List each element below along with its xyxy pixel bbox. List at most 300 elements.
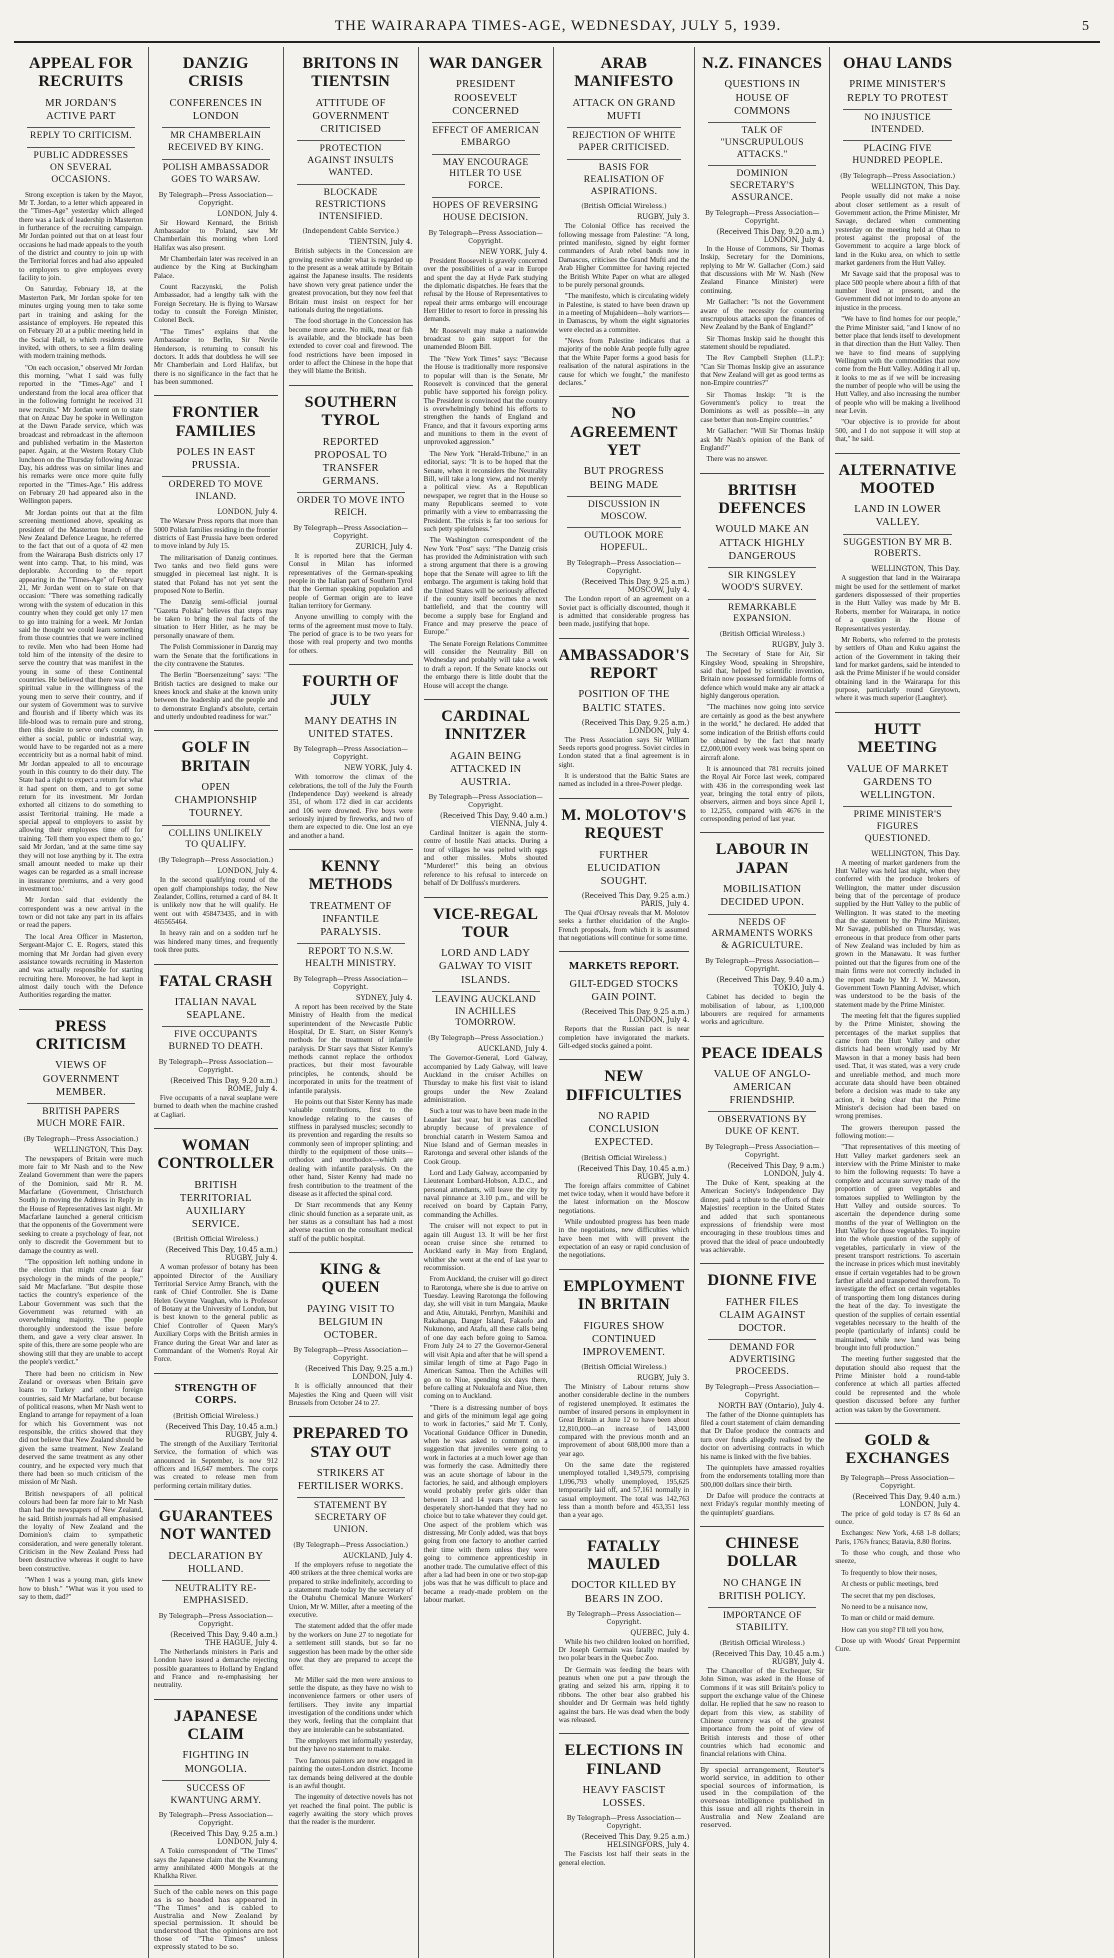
article-subheading: NO RAPID CONCLUSION EXPECTED. xyxy=(588,1111,660,1149)
article-subheading: NO CHANGE IN BRITISH POLICY. xyxy=(718,1577,806,1602)
article-paragraph: "The manifesto, which is circulating widely in Palestine, is stated to have been drawn up in a meeting of Mujahideen—holy warriors—in Damascus, by whom the eight signatories were elected as a committee. xyxy=(558,292,690,334)
article-subheading: MAY ENCOURAGE HITLER TO USE FORCE. xyxy=(432,154,540,194)
article-credit: By Telegraph—Press Association—Copyright. xyxy=(158,1611,273,1628)
article-dateline: SYDNEY, July 4. xyxy=(355,993,413,1002)
article-headline: FATALLY MAULED xyxy=(587,1537,661,1574)
article-paragraph: Sir Thomas Inskip: "It is the Government's policy to treat the Dominions as well as possible—in any case better than non-Empire countries." xyxy=(700,390,825,424)
article-dateline: LONDON, July 4. xyxy=(217,867,278,876)
article-paragraph: Anyone unwilling to comply with the terms of the agreement must move to Italy. The period of grace is to be two years for those with real property and two months for others. xyxy=(288,613,413,655)
article-headline: NO AGREEMENT YET xyxy=(570,405,678,460)
article-subheading: AGAIN BEING ATTACKED IN AUSTRIA. xyxy=(449,750,522,788)
column-7 xyxy=(830,47,965,1958)
article xyxy=(559,1530,690,1735)
article-dateline: (Received This Day, 9.25 a.m.) MOSCOW, July 4. xyxy=(581,578,690,595)
article xyxy=(559,1734,690,1876)
article-credit: (By Telegraph—Press Association.) xyxy=(428,1034,544,1043)
article-dateline: (Received This Day, 9.25 a.m.) LONDON, July 4. xyxy=(305,1365,413,1382)
article xyxy=(835,713,960,1424)
article-dateline: LONDON, July 4. xyxy=(217,508,278,517)
article-subheading: OUTLOOK MORE HOPEFUL. xyxy=(567,527,682,555)
article-dateline: WELLINGTON, This Day. xyxy=(871,183,961,192)
article-subheading: IMPORTANCE OF STABILITY. xyxy=(708,1607,816,1635)
article-subheading: DECLARATION BY HOLLAND. xyxy=(168,1550,264,1575)
article-paragraph: Dr Starr recommends that any Kenny clinic should function as a separate unit, as her status as a consultant has had a most adverse reaction on the consultant medical staff of the public hospital. xyxy=(288,1201,413,1243)
article-subheading: TALK OF "UNSCRUPULOUS ATTACKS." xyxy=(708,122,816,162)
article-paragraph: A meeting of market gardeners from the Hutt Valley was held last night, when they conferred with the produce brokers of Wellington, the matter under discussion being that of the percentage of produce supplied by the Hutt Valley to the public of Wellington. It was stated to the meeting that the statement by the Prime Minister, Mr Savage, published on Thursday, was erroneous in that produce from other parts of New Zealand was included by him as grown in the Manawatu. It was further pointed out that the figures from one of the main firms were not correctly included in the report made by Mr J. W. Mawson, Government Town Planning Adviser, which was understood to be the basis of the statement made by the Prime Minister. xyxy=(835,858,961,1009)
article-headline: NEW DIFFICULTIES xyxy=(565,1068,682,1104)
article-dateline: (Received This Day, 9.25 a.m.) LONDON, July 4. xyxy=(581,718,690,735)
article xyxy=(559,799,690,953)
article-subheading: PRIME MINISTER'S REPLY TO PROTEST xyxy=(847,79,949,104)
article-subheading: MOBILISATION DECIDED UPON. xyxy=(720,884,805,909)
article-subheading: NEUTRALITY RE-EMPHASISED. xyxy=(162,1580,270,1608)
article-credit: (By Telegraph—Press Association.) xyxy=(158,856,274,865)
article-paragraph: Mr Jordan said that evidently the correspondent was a new arrival in the town or did not take any part in its affairs or read the papers. xyxy=(19,896,143,930)
article-paragraph: The Warsaw Press reports that more than 5000 Polish families residing in the frontier districts of East Prussia have been ordered to move inland by July 15. xyxy=(153,517,278,551)
column-4 xyxy=(419,47,554,1958)
article-paragraph: The militarisation of Danzig continues. Two tanks and two field guns were smuggled in piecemeal last night. It is stated that Poland has not yet sent the proposed Note to Berlin. xyxy=(153,553,278,596)
article-credit: (By Telegraph—Press Association.) xyxy=(23,1134,139,1143)
article-headline: CARDINAL INNITZER xyxy=(441,707,530,744)
article-headline: HUTT MEETING xyxy=(857,720,938,757)
article-credit: By Telegraph—Press Association—Copyright. xyxy=(158,190,273,207)
article-credit: By Telegraph—Press Association—Copyright. xyxy=(428,793,543,810)
article xyxy=(424,47,548,700)
article-dateline: WELLINGTON, This Day. xyxy=(871,565,961,574)
article-subheading: FIVE OCCUPANTS BURNED TO DEATH. xyxy=(162,1026,270,1054)
article-headline: M. MOLOTOV'S REQUEST xyxy=(561,806,687,843)
article-credit: (British Official Wireless.) xyxy=(581,1362,667,1371)
article xyxy=(835,454,960,713)
article-headline: LABOUR IN JAPAN xyxy=(715,841,809,877)
article-paragraph: The Netherlands ministers in Paris and London have issued a demarche rejecting possible guarantees to Holland by England and France and re-emphasising her neutrality. xyxy=(153,1647,278,1690)
article-subheading: ORDERED TO MOVE INLAND. xyxy=(162,476,270,504)
article-subheading: REJECTION OF WHITE PAPER CRITICISED. xyxy=(567,127,682,155)
article-headline: DANZIG CRISIS xyxy=(182,55,249,91)
column-6 xyxy=(695,47,830,1958)
article-paragraph: To frequently to blow their noses, xyxy=(841,1568,937,1577)
article-paragraph: The Polish Commissioner in Danzig may warn the Senate that the fortifications in the city contravene the Statutes. xyxy=(153,643,278,668)
article-subheading: POLES IN EAST PRUSSIA. xyxy=(176,447,256,472)
article-paragraph: "We have to find homes for our people," the Prime Minister said, "and I know of no better place that lends itself to development in that direction than the Hutt Valley. Then we have to find means of supplying Wellington with the commodities that now come from the Hutt Valley. Adding it all up, it looks to me as if we will be increasing the number of people who will be using the Hutt Valley, and also increasing the number of people who will be making a livelihood near Levin. xyxy=(835,315,961,416)
article-subheading: REPORT TO N.S.W. HEALTH MINISTRY. xyxy=(297,943,405,971)
article-subheading: SUCCESS OF KWANTUNG ARMY. xyxy=(162,1780,270,1808)
article-paragraph: The Washington correspondent of the New York "Post" says: "The Danzig crisis has provided the Administration with such a strong argument that there is a growing hope that the Senate will agree to lift the embargo. The argument is taking hold that the United States will be seriously affected if the country itself becomes the next battlefield, and that the country will become a supply base for England and France and may preserve the peace of Europe." xyxy=(423,536,548,637)
column-3 xyxy=(284,47,419,1958)
article-credit: By Telegraph—Press Association—Copyright. xyxy=(428,228,543,245)
article-headline: WAR DANGER xyxy=(428,55,543,72)
article xyxy=(700,833,824,1036)
article-paragraph: It is reported here that the German Consul in Milan has informed representatives of the German-speaking people in the Italian part of Southern Tyrol that the German speaking population and people of German origin are to leave Italian territory for Germany. xyxy=(288,551,413,610)
article-subheading: MR CHAMBERLAIN RECEIVED BY KING. xyxy=(162,127,270,155)
article xyxy=(289,47,413,386)
article-paragraph: The Colonial Office has received the following message from Palestine: "A long, printed manifesto, signed by eight former commanders of Arab rebel bands now in Damascus, criticises the Grand Mufti and the Arab Higher Committee for having rejected the British White Paper on what are alleged to be purely personal grounds. xyxy=(558,222,690,289)
article-subheading: PROTECTION AGAINST INSULTS WANTED. xyxy=(297,140,405,180)
article-headline: EMPLOYMENT IN BRITAIN xyxy=(563,1277,685,1314)
article-paragraph: While undoubted progress has been made in the negotiations, new difficulties which have been met with will prevent the expectation of an easy or rapid conclusion of the negotiations. xyxy=(558,1217,690,1260)
article xyxy=(154,731,278,964)
article-paragraph: The price of gold today is £7 8s 6d an ounce. xyxy=(835,1509,961,1527)
article-dateline: AUCKLAND, July 4. xyxy=(477,1045,548,1054)
article-paragraph: Reports that the Russian pact is near completion have invigorated the markets. Gilt-edged stocks gained a point. xyxy=(558,1025,690,1050)
article-paragraph: The Danzig semi-official journal "Gazetta Polska" believes that steps may be taken to bring the real facts of the situation to Herr Hitler, as he may be personally unaware of them. xyxy=(153,598,278,640)
article xyxy=(559,47,690,397)
article-subheading: SUGGESTION BY MR B. ROBERTS. xyxy=(843,534,952,562)
article xyxy=(700,474,824,834)
article-subheading: ATTITUDE OF GOVERNMENT CRITICISED xyxy=(312,97,389,136)
article-subheading: FIGURES SHOW CONTINUED IMPROVEMENT. xyxy=(582,1320,666,1358)
article-headline: WOMAN CONTROLLER xyxy=(157,1137,275,1173)
article-subheading: FATHER FILES CLAIM AGAINST DOCTOR. xyxy=(719,1296,806,1334)
article xyxy=(154,1129,278,1374)
article-credit: (British Official Wireless.) xyxy=(719,630,805,639)
article-dateline: (Received This Day, 9.20 a.m.) ROME, July 4. xyxy=(170,1076,278,1093)
article-credit: (British Official Wireless.) xyxy=(173,1235,259,1244)
article-dateline: (Received This Day, 9.20 a.m.) LONDON, July 4. xyxy=(716,228,825,245)
article-subheading: FIGHTING IN MONGOLIA. xyxy=(182,1750,250,1775)
article-subheading: ORDER TO MOVE INTO REICH. xyxy=(297,492,405,520)
article-subheading: ITALIAN NAVAL SEAPLANE. xyxy=(174,996,257,1022)
article-dateline: (Received This Day, 9.25 a.m.) LONDON, July 4. xyxy=(170,1830,278,1847)
article-dateline: WELLINGTON, This Day. xyxy=(54,1145,143,1154)
article-subheading: BUT PROGRESS BEING MADE xyxy=(583,466,665,491)
article-headline: SOUTHERN TYROL xyxy=(304,393,397,430)
article-dateline: RUGBY, July 3. xyxy=(771,641,825,650)
article-headline: JAPANESE CLAIM xyxy=(173,1707,258,1744)
article-paragraph: People usually did not make a noise about closer settlement as a result of Government action, the Prime Minister, Mr Savage, declared when commenting yesterday on the meeting held at Ohau to protest against the proposal of the Government to acquire a large block of land in the Kuku area, on which to settle market gardeners from the Hutt Valley. xyxy=(835,192,961,268)
article-dateline: (Received This Day, 9.40 a.m.) VIENNA, July 4. xyxy=(440,812,548,829)
article-subheading: POSITION OF THE BALTIC STATES. xyxy=(578,689,670,714)
article-dateline: (Received This Day, 9.40 a.m.) LONDON, July 4. xyxy=(852,1492,961,1509)
article-paragraph: There had been no criticism in New Zealand or overseas when Britain gave loans to Turkey and other foreign countries, said Mr Macfarlane, but because of political reasons, when Mr Nash went to England to arrange for repayment of a loan for which his Government was not responsible, the critics showed that they did not believe that New Zealand should be given the same treatment. New Zealand deserved the same treatment as any other country, and he expected very much that there had been so much criticism of the mission of Mr Nash. xyxy=(19,1369,143,1487)
article-paragraph: The Ministry of Labour returns show another considerable decline in the numbers of registered unemployed. It estimates the number of insured persons in employment in Great Britain at June 12 to have been about 12,810,000—an increase of 143,000 compared with the previous month and an improvement of about 608,000 more than a year ago. xyxy=(558,1382,690,1458)
article-subheading: PRIME MINISTER'S FIGURES QUESTIONED. xyxy=(843,806,952,846)
article-headline: ELECTIONS IN FINLAND xyxy=(564,1742,684,1778)
article-dateline: NORTH BAY (Ontario), July 4. xyxy=(718,1401,825,1410)
article-subheading: REPLY TO CRITICISM. xyxy=(27,127,135,143)
article-paragraph: On the same date the registered unemployed totalled 1,349,579, comprising 1,096,793 wholly unemployed, 195,625 temporarily laid off, and 57,161 normally in casual employment. The total was 142,763 less than a month before and 453,351 less than a year ago. xyxy=(558,1461,690,1520)
article xyxy=(289,1253,413,1417)
article-subheading: HOPES OF REVERSING HOUSE DECISION. xyxy=(432,197,540,225)
article-headline: PRESS CRITICISM xyxy=(35,1017,127,1054)
article xyxy=(700,1527,824,1836)
article-paragraph: Sir Howard Kennard, the British Ambassador to Poland, saw Mr Chamberlain this morning when Lord Halifax was also present. xyxy=(153,218,278,252)
article-subheading: BRITISH TERRITORIAL AUXILIARY SERVICE. xyxy=(179,1179,252,1231)
article-paragraph: The Duke of Kent, speaking at the American Society's Independence Day dinner, paid a tribute to the efforts of their Majesties' reception in the United States and added that such spontaneous expressions of friendship were most encouraging in these troublous times and proved that the ideal of peace undoubtedly was achievable. xyxy=(700,1179,825,1254)
article-paragraph: A woman professor of botany has been appointed Director of the Auxiliary Territorial Service Army Branch, with the rank of Chief Controller. She is Dame Helen Gwynne Vaughan, who is Professor of Botany at the University of London, but is best known to the general public as Chief Controller of Queen Mary's Auxiliary Corps with the British armies in France during the Great War and later as Commandant of the Women's Royal Air Force. xyxy=(153,1263,278,1364)
article-paragraph: The Senate Foreign Relations Committee will consider the Neutrality Bill on Wednesday and probably will take a week to draft a report. If the Senate knocks out the embargo there is little doubt that the House will accept the change. xyxy=(423,639,548,690)
column-5 xyxy=(554,47,696,1958)
article-subheading: DEMAND FOR ADVERTISING PROCEEDS. xyxy=(708,1339,816,1379)
article-subheading: QUESTIONS IN HOUSE OF COMMONS xyxy=(724,79,801,117)
article xyxy=(700,47,824,474)
article-paragraph: The Rev Campbell Stephen (I.L.P.): "Can Sir Thomas Inskip give an assurance that New Zealand will get as good terms as non-Empire countries?" xyxy=(700,354,825,388)
article-headline: KING & QUEEN xyxy=(319,1261,382,1297)
article-headline: AMBASSADOR'S REPORT xyxy=(558,646,690,682)
article-subheading: WOULD MAKE AN ATTACK HIGHLY DANGEROUS xyxy=(715,524,810,562)
article xyxy=(289,850,413,1253)
article-credit: By Telegraph—Press Association—Copyright. xyxy=(293,1346,408,1363)
article-headline: ARAB MANIFESTO xyxy=(574,55,674,91)
article-paragraph: How can you stop? I'll tell you how, xyxy=(841,1625,944,1634)
article-subheading: OBSERVATIONS BY DUKE OF KENT. xyxy=(708,1111,816,1139)
article-paragraph: In the second qualifying round of the open golf championships today, the New Zealander, Collins, returned a card of 84. It is unlikely now that he will qualify. He went out with 458473435, and in with 465565464. xyxy=(153,876,278,927)
article-subheading: VALUE OF ANGLO-AMERICAN FRIENDSHIP. xyxy=(713,1068,811,1107)
article xyxy=(559,952,690,1060)
article-paragraph: The employers met informally yesterday, but they have no statement to make. xyxy=(288,1737,413,1754)
article xyxy=(19,1010,143,1611)
article-paragraph: The foreign affairs committee of Cabinet met twice today, when it would have before it the latest information on the Moscow negotiations. xyxy=(558,1181,690,1215)
article-paragraph: The Quai d'Orsay reveals that M. Molotov seeks a further elucidation of the Anglo-French proposals, from which it is assumed that negotiations will continue for some time. xyxy=(558,908,690,943)
article-paragraph: President Roosevelt is gravely concerned over the possibilities of a war in Europe and spent the day at Hyde Park studying the diplomatic dispatches. He fears that the refusal by the House of Representatives to repeal their arms embargo will encourage Herr Hitler to resort to force in pressing his demands. xyxy=(423,256,548,324)
article-paragraph: A Tokio correspondent of "The Times" says the Japanese claim that the Kwantung army annihilated 4000 Mongols at the Khalkha River. xyxy=(153,1847,278,1881)
article-subheading: EFFECT OF AMERICAN EMBARGO xyxy=(432,122,540,150)
article-subheading: PLACING FIVE HUNDRED PEOPLE. xyxy=(843,140,952,168)
article-headline: BRITISH DEFENCES xyxy=(718,481,807,518)
article-subheading: FURTHER ELUCIDATION SOUGHT. xyxy=(587,849,661,887)
article-paragraph: The food shortage in the Concession has become more acute. No milk, meat or fish is available, and the blockade has been extended to cover coal and firewood. The food restrictions have been imposed in order to affect the Chinese in the hope that they will blame the British. xyxy=(288,317,413,376)
article-headline: VICE-REGAL TOUR xyxy=(433,905,539,941)
article xyxy=(154,1700,278,1958)
article-paragraph: Cardinal Innitzer is again the storm-centre of hostile Nazi attacks. During a tour of villages he was pelted with eggs and other missiles. Mobs shouted "Murderer!" this being an obvious reference to his refusal to intercede on behalf of Dr Dollfuss's murderers. xyxy=(423,829,548,888)
article xyxy=(700,1037,824,1265)
article-dateline: (Received This Day, 9.40 a.m.) THE HAGUE, July 4. xyxy=(170,1630,278,1647)
article-paragraph: It is announced that 781 recruits joined the Royal Air Force last week, compared with 436 in the corresponding week last year, bringing the total entry of pilots, observers, airmen and boys since April 1, to 12,255, compared with 4676 in the corresponding period of last year. xyxy=(700,764,825,824)
article-subheading: PUBLIC ADDRESSES ON SEVERAL OCCASIONS. xyxy=(27,147,135,187)
article-subheading: STRIKERS AT FERTILISER WORKS. xyxy=(297,1468,404,1493)
article-dateline: LONDON, July 4. xyxy=(217,209,278,218)
article-paragraph: On Saturday, February 18, at the Masterton Park, Mr Jordan spoke for ten minutes urging young men to take some part in training and asking for the assistance of employers. He repeated this on February 20 at a public meeting held in the Social Hall, to which residents were invited, with others, to see a film dealing with modern training methods. xyxy=(19,285,143,361)
article-paragraph: Five occupants of a naval seaplane were burned to death when the machine crashed at Cagliari. xyxy=(153,1093,278,1119)
article-headline: KENNY METHODS xyxy=(308,858,393,894)
article-dateline: (Received This Day, 9.25 a.m.) HELSINGFORS, July 4. xyxy=(581,1833,690,1850)
article-credit: (British Official Wireless.) xyxy=(581,1153,667,1162)
article-dateline: NEW YORK, July 4. xyxy=(344,764,413,773)
article-paragraph: The Governor-General, Lord Galway, accompanied by Lady Galway, will leave Auckland in the cruiser Achilles on Thursday to make his first visit to island groups under the New Zealand administration. xyxy=(423,1054,548,1105)
article-headline: PEACE IDEALS xyxy=(701,1044,823,1062)
article-paragraph: The statement added that the offer made by the workers on June 27 to negotiate for a settlement still stands, but so far no suggestion has been made by the other side now that they are prepared to accept the offer. xyxy=(288,1622,413,1673)
article-paragraph: It is understood that the Baltic States are named as included in a three-Power pledge. xyxy=(558,772,690,789)
article-headline: FATAL CRASH xyxy=(159,972,273,990)
article-paragraph: The newspapers of Britain were much more fair to Mr Nash and to the New Zealand Government than were the papers of the Dominion, said Mr R. M. Macfarlane (Government, Christchurch South) in moving the Address in Reply in the House of Representatives last night. Mr Macfarlane launched a general criticism that the opponents of the Government were seeking to create a psychology of fear, not only to discredit the Government but to damage the country as well. xyxy=(19,1154,143,1255)
article-paragraph: The New York "Herald-Tribune," in an editorial, says: "It is to be hoped that the Senate, when it reconsiders the Neutrality Bill, will take a long view, and not merely a political view. As a Republican newspaper, we regret that in the House so many Republicans seemed to vote primarily with a view to embarrassing the President. The crisis is far too serious for such petty spitefulness." xyxy=(423,449,548,534)
article-paragraph: In the House of Commons, Sir Thomas Inskip, Secretary for the Dominions, replying to Mr W. Gallacher (Com.) said that discussions with Mr W. Nash (New Zealand Finance Minister) were continuing. xyxy=(700,245,825,295)
article-headline: GUARANTEES NOT WANTED xyxy=(158,1508,273,1544)
column-2 xyxy=(149,47,284,1958)
article-paragraph: The local Area Officer in Masterton, Sergeant-Major C. E. Rogers, stated this morning that Mr Jordan had given every assistance towards recruiting in Masterton and was actually responsible for starting recruiting here. Moreover, he had kept in almost daily touch with the Defence Authorities regarding the matter. xyxy=(19,932,143,1000)
article xyxy=(835,1424,960,1663)
article-paragraph: Mr Roosevelt may make a nationwide broadcast to gain support for the unamended Bloom Bill. xyxy=(423,326,548,352)
article-subheading: LEAVING AUCKLAND IN ACHILLES TOMORROW. xyxy=(432,991,540,1031)
article-credit: By Telegraph—Press Association—Copyright. xyxy=(158,1057,273,1074)
article xyxy=(424,700,548,898)
article-paragraph: The London report of an agreement on a Soviet pact is officially discounted, though it is admitted that considerable progress has been made, justifying that hope. xyxy=(558,595,690,629)
article-subheading: REPORTED PROPOSAL TO TRANSFER GERMANS. xyxy=(314,436,388,487)
article-subheading: BLOCKADE RESTRICTIONS INTENSIFIED. xyxy=(297,184,405,224)
article xyxy=(289,665,413,850)
article-subheading: POLISH AMBASSADOR GOES TO WARSAW. xyxy=(162,159,270,187)
article-paragraph: "There is a distressing number of boys and girls of the minimum legal age going to work in factories," said Mr T. Conly, Vocational Guidance Officer in Dunedin, when he was asked to comment on a suggestion that juveniles were going to work in factories at a much lower age than was formerly the case. Admittedly there was an acute shortage of labour in the factories, he said, and although employers would probably prefer girls older than between 13 and 14 years they were so desperately short-handed that they had no choice but to take whatever they could get. One aspect of the problem which was distressing, Mr Conly added, was that boys going from one factory to another carried their time with them unless they were going to commence apprenticeship in another trade. The cumulative effect of this after a lad had been in one or two stop-gap jobs was that he was difficult to place and became a ready-made problem on the labour market. xyxy=(423,1403,548,1604)
page-number: 5 xyxy=(1082,18,1090,34)
article-subheading: COLLINS UNLIKELY TO QUALIFY. xyxy=(162,825,270,853)
article xyxy=(559,1270,690,1530)
article-subheading: HEAVY FASCIST LOSSES. xyxy=(582,1785,666,1810)
article-paragraph: Mr Gallacher: "Will Sir Thomas Inskip ask Mr Nash's opinion of the Bank of England?" xyxy=(700,427,825,452)
article-paragraph: He points out that Sister Kenny has made valuable contributions, first to the knowledge relating to the causes of stiffness in paralysed muscles; secondly to its prevention and regarding the results so commonly seen of improper splinting; and thirdly to the equipment of those units—orthodox and unorthodox—which are dealing with infantile paralysis. On the other hand, Sister Kenny had made no fresh contribution to the treatment of the disease as it affected the spinal cord. xyxy=(288,1097,413,1198)
article-headline: DIONNE FIVE xyxy=(707,1272,818,1290)
article-subheading: SIR KINGSLEY WOOD'S SURVEY. xyxy=(708,567,816,595)
article-paragraph: While his two children looked on horrified, Dr Joseph Germain was fatally mauled by two polar bears in the Quebec Zoo. xyxy=(558,1637,690,1663)
article-paragraph: "That representatives of this meeting of Hutt Valley market gardeners seek an interview with the Prime Minister to make to him the following requests: To have a complete and accurate survey made of the proportion of green vegetables and tomatoes supplied to Wellington by the Hutt Valley and outside sources. To ascertain the dependence during some months of the year of Wellington on the Hutt Valley for those vegetables. To inquire into the whole question of the supply of vegetables, particularly in view of the present transport restrictions. To ascertain the increase in prices which must inevitably ensue if certain vegetables had to be grown farther afield and transported therefrom. To investigate the effect on certain vegetables of transporting them long distances during the heat of the day. To investigate the question of the supplies of certain essential vegetables necessary to the health of the people (particularly of infants) could be maintained, while new land was being brought into full production." xyxy=(835,1143,961,1352)
article-credit: (By Telegraph—Press Association.) xyxy=(293,1540,409,1549)
article-paragraph: The ingenuity of detective novels has not yet reached the final point. The public is eagerly awaiting the story which proves that the reader is the murderer. xyxy=(288,1793,413,1827)
article-paragraph: Cabinet has decided to begin the mobilisation of labour, as 1,100,000 labourers are required for armaments works and agriculture. xyxy=(700,993,825,1027)
article xyxy=(700,1264,824,1527)
article-paragraph: Mr Gallacher: "Is not the Government aware of the necessity for countering unscrupulous attacks upon the finances of New Zealand by the Bank of England?" xyxy=(700,298,825,332)
article-paragraph: Dr Dafoe will produce the contracts at next Friday's regular monthly meeting of the quintuplets' guardians. xyxy=(700,1491,825,1517)
article-paragraph: To man or child or maid demure. xyxy=(841,1614,935,1623)
article-credit: (British Official Wireless.) xyxy=(719,1638,805,1647)
article-paragraph: Mr Savage said that the proposal was to place 500 people where about a fifth of that number lived at present, and the Government did not intend to do anyone an injustice in the process. xyxy=(835,270,961,312)
article xyxy=(559,397,690,638)
article-subheading: OPEN CHAMPIONSHIP TOURNEY. xyxy=(174,782,258,820)
article-subheading: MR JORDAN'S ACTIVE PART xyxy=(45,97,117,122)
article-paragraph: The meeting felt that the figures supplied by the Prime Minister, showing the percentages of the market supplies that came from the Hutt Valley and other districts had been wrongly used by Mr Mawson in that a money basis had been used. That, it was stated, was a very crude and unreliable method, and much more accurate data should have been obtained before a decision was made to take any action, it being clear that the Prime Minister's decision had been based on wrong premises. xyxy=(835,1011,961,1121)
news-columns xyxy=(14,47,1100,1952)
article-headline: MARKETS REPORT. xyxy=(568,960,680,973)
article-headline: APPEAL FOR RECRUITS xyxy=(29,55,133,91)
article-subheading: STATEMENT BY SECRETARY OF UNION. xyxy=(297,1497,405,1537)
article-credit: By Telegraph—Press Association—Copyright. xyxy=(705,1143,820,1160)
article-dateline: NEW YORK, July 4. xyxy=(479,247,548,256)
article-paragraph: Dr Germain was feeding the bears with peanuts when one put a paw through the grating and seized his arm, ripping it to ribbons. The other bear also grabbed his shoulder and Dr Germain was held tightly against the bars. He was dead when the body was released. xyxy=(558,1665,690,1724)
article-credit: By Telegraph—Press Association—Copyright. xyxy=(705,1382,820,1399)
article-dateline: QUEBEC, July 4. xyxy=(630,1628,690,1637)
article xyxy=(154,1500,278,1700)
article-footnote: Such of the cable news on this page as is so headed has appeared in "The Times" and is cabled to Australia and New Zealand by special permission. It should be understood that the opinions are not those of "The Times" unless expressly stated to be so. xyxy=(154,1885,278,1952)
article-subheading: DOMINION SECRETARY'S ASSURANCE. xyxy=(708,165,816,205)
article-paragraph: At chests or public meetings, bred xyxy=(841,1580,939,1589)
article-headline: ALTERNATIVE MOOTED xyxy=(838,461,957,497)
article-paragraph: The "New York Times" says: "Because the House is traditionally more responsive to popular will than is the Senate, Mr Roosevelt is convinced that the general public have supported his foreign policy. The President is convinced that the country is overwhelmingly behind his efforts to strengthen the hands of England and France, and that it favours exporting arms and munitions to them in the event of unprovoked aggression." xyxy=(423,354,548,447)
article-paragraph: British subjects in the Concession are growing restive under what is regarded up to the present as a weak attitude by Britain against the Japanese insults. The residents have shown very great patience under the greatest provocation, but they now feel that Britain must insist on respect for her nationals during the negotiations. xyxy=(288,247,413,314)
article-subheading: LAND IN LOWER VALLEY. xyxy=(854,504,941,529)
article xyxy=(154,965,278,1129)
article-paragraph: "When I was a young man, girls knew how to blush." "What was it you used to say to them, dad?" xyxy=(19,1576,143,1601)
article-dateline: AUCKLAND, July 4. xyxy=(343,1551,413,1560)
article-credit: (By Telegraph—Press Association.) xyxy=(840,172,956,181)
article-credit: (Independent Cable Service.) xyxy=(302,227,400,236)
article-paragraph: Lord and Lady Galway, accompanied by Lieutenant Lombard-Hobson, A.D.C., and personal attendants, will leave the city by naval pinnance at 3.10 p.m., and will be received on board by Captain Parry, commanding the Achilles. xyxy=(423,1168,548,1219)
article-credit: By Telegraph—Press Association—Copyright. xyxy=(705,209,820,226)
article-paragraph: Count Raczynski, the Polish Ambassador, had a lengthy talk with the Foreign Secretary. He is flying to Warsaw today to consult the Foreign Minister, Colonel Beck. xyxy=(153,283,278,325)
article-credit: By Telegraph—Press Association—Copyright. xyxy=(293,974,408,991)
article-subheading: CONFERENCES IN LONDON xyxy=(169,97,263,122)
article xyxy=(154,396,278,731)
article-paragraph: "The Times" explains that the Ambassador to Berlin, Sir Nevile Henderson, is returning to consult his doctors. It adds that doubtless he will see Mr Chamberlain and Lord Halifax, but there is no significance in the fact that he has been summoned. xyxy=(153,327,278,386)
article-credit: By Telegraph—Press Association—Copyright. xyxy=(293,523,408,540)
article-subheading: BASIS FOR REALISATION OF ASPIRATIONS. xyxy=(567,159,682,199)
article-credit: By Telegraph—Press Association—Copyright. xyxy=(566,1609,682,1626)
article-paragraph: Mr Jordan points out that at the film screening mentioned above, speaking as president of the Masterton branch of the New Zealand Defence League, he referred to the fact that out of a quota of 42 men from the Wairarapa Bush districts only 17 went into camp. That, to his mind, was deplorable. According to the report appearing in the "Times-Age" of February 21, Mr Jordan went on to state on that occasion: "There was something radically wrong with the system of education in this country when they could get only 17 men to go into training for a week. Mr Jordan said he thought we could learn something from those countries that we were inclined to revile. Men who had been Home had told him of the intensity of the desire to serve the country that was manifest in the young in some of these Continental countries. He believed that there was a real spiritual value in the willingness of the young men to serve their country, and if our system of Government was to survive and flourish and if liberty which was its life-blood was to remain pure and strong, then this desire to serve one's country, in either a social, public or industrial way, would have to be regarded not as a mere eccentricity but as a normal habit of mind. Mr Jordan appealed to all to encourage youth in this country to do their duty. The State had a right to expect a return for what it had spent on them, and to get some return for its investment. Mr Jordan exhorted all citizens to do something to assist Territorial training. He made a special appeal to employers to assist by allowing their employees time off for training. 'Tell them you expect them to go,' said Mr Jordan, 'and at the same time say they will not lose anything by it. The extra small amount needed to make up their wages can be regarded as a small increase in insurance premiums, and a very good investment too.' xyxy=(19,508,143,893)
article-subheading: LORD AND LADY GALWAY TO VISIT ISLANDS. xyxy=(438,948,533,986)
article-paragraph: Mr Roberts, who referred to the protests by settlers of Ohau and Kuku against the action of the Government in taking their land for market gardens, said he intended to ask the Prime Minister if he would consider obtaining land in the Wairarapa for this purpose, particularly round Greytown, where it was much superior (Laughter). xyxy=(835,635,961,703)
article-paragraph: A report has been received by the State Ministry of Health from the medical superintendent of the Newcastle Public Hospital, Dr E. Starr, on Sister Kenny's methods for the treatment of infantile paralysis. Dr Starr says that Sister Kenny's methods cannot replace the orthodox practices, but their most favourable principles, he contends, should be incorporated in units for the treatment of infantile paralysis. xyxy=(288,1002,413,1095)
article-dateline: (Received This Day, 9.25 a.m.) PARIS, July 4. xyxy=(581,891,690,908)
article-headline: FRONTIER FAMILIES xyxy=(172,404,260,440)
column-1 xyxy=(14,47,149,1958)
article-dateline: TIENTSIN, July 4. xyxy=(349,238,413,247)
article-paragraph: Such a tour was to have been made in the Leander last year, but it was cancelled abruptly because of prevalence of bronchial catarrh in Western Samoa and Niue Island and of German measles in Rarotonga and several other islands of the Cook Group. xyxy=(423,1107,548,1166)
article-subheading: MANY DEATHS IN UNITED STATES. xyxy=(304,715,397,741)
article-paragraph: British newspapers of all political colours had been far more fair to Mr Nash than had the newspapers of New Zealand, he said. British journals had all emphasised the loyalty of New Zealand and the Dominion's claim to sympathetic consideration, and were generally tolerant. Criticism in the New Zealand Press had been destructive whereas it ought to have been constructive. xyxy=(19,1489,143,1573)
article-headline: BRITONS IN TIENTSIN xyxy=(302,55,399,91)
article-paragraph: The quintuplets have amassed royalties from the endorsements totalling more than 500,000 dollars since their birth. xyxy=(700,1463,825,1489)
article-paragraph: The strength of the Auxiliary Territorial Service, the formation of which was announced in September, is now 912 officers and 16,647 members. The corps was created to release men from performing certain military duties. xyxy=(153,1439,278,1490)
article-paragraph: The Fascists lost half their seats in the general election. xyxy=(558,1850,690,1867)
article-subheading: BRITISH PAPERS MUCH MORE FAIR. xyxy=(27,1103,135,1131)
article xyxy=(559,639,690,799)
article-paragraph: The secret that my pen discloses, xyxy=(841,1591,935,1600)
article-paragraph: There was no answer. xyxy=(706,455,768,464)
article-paragraph: "On each occasion," observed Mr Jordan this morning, "what I said was fully reported in the "Times-Age" and I understand from the local area officer that in the following fortnight he received 31 new recruits." Mr Jordan went on to state that on Anzac Day he spoke in Wellington at the Dawn Parade service, which was broadcast and rebroadcast in the afternoon and published verbatim in the Masterton paper. Again, at the Western Rotary Club luncheon on the Thursday following Anzac Day, his address was on similar lines and his remarks were once more quite fully reported in the "Times-Age." His address on February 20 had appeared also in the Wellington papers. xyxy=(19,363,143,506)
article-paragraph: The Secretary of State for Air, Sir Kingsley Wood, speaking in Shropshire, said that, helped by scientific invention, Britain now possessed formidable forms of defence which would make any air attack a highly dangerous operation. xyxy=(700,650,825,701)
article-paragraph: From Auckland, the cruiser will go direct to Rarotonga, where she is due to arrive on Tuesday. Leaving Rarotonga the following day, she will visit in turn Mangaia, Mauke and Atiu, Aitutaki, Penrhyn, Manihiki and Rakahanga, Danger Island, Fakaofo and Nukunono, and Atafu, all these calls being of one day each before going to Samoa. From July 24 to 27 the Governor-General will visit Apia and after that he will spend a similar length of time at Pago Pago in American Samoa. Then the Achilles will go on to Niue, spending six days there, before calling at Nukualofa and Niue, then coming on to Auckland. xyxy=(423,1275,548,1401)
article-credit: By Telegraph—Press Association—Copyright. xyxy=(293,745,408,762)
article-subheading: VIEWS OF GOVERNMENT MEMBER. xyxy=(42,1060,120,1098)
article-headline: GOLF IN BRITAIN xyxy=(181,739,251,775)
article-paragraph: If the employers refuse to negotiate the 400 strikers at the three chemical works are prepared to strike indefinitely, according to a statement made today by the secretary of the Otahuhu Chemical Manure Workers' Union, Mr W. Miller, after a meeting of the executive. xyxy=(288,1560,413,1620)
article-paragraph: To those who cough, and those who sneeze, xyxy=(835,1549,961,1566)
article-paragraph: Mr Miller said the men were anxious to settle the dispute, as they have no wish to inconvenience farmers or other users of fertilisers. They invite any impartial investigation of the conditions under which they work, feeling that the complaint that they are intolerable can be substantiated. xyxy=(288,1675,413,1734)
article xyxy=(559,1060,690,1269)
article-dateline: (Received This Day, 10.45 a.m.) RUGBY, July 4. xyxy=(165,1246,278,1263)
article-paragraph: "The machines now going into service are certainly as good as the best anywhere in the world," he declared. He added that some indication of the British efforts could be obtained by the fact that nearly £2,000,000 every week was being spent on aircraft alone. xyxy=(700,703,825,762)
article-headline: PREPARED TO STAY OUT xyxy=(292,1425,409,1461)
article-subheading: DOCTOR KILLED BY BEARS IN ZOO. xyxy=(571,1580,677,1605)
article-subheading: PRESIDENT ROOSEVELT CONCERNED xyxy=(452,79,520,117)
article-paragraph: With tomorrow the climax of the celebrations, the toll of the July the Fourth (Independence Day) weekend is already 351, of whom 172 died in car accidents and 106 were drowned. Five boys were seriously injured by fireworks, and two of them are expected to die. One lost an eye and another a hand. xyxy=(288,773,413,840)
article-dateline: WELLINGTON, This Day. xyxy=(871,849,961,858)
article-headline: FOURTH OF JULY xyxy=(302,673,400,709)
article xyxy=(289,1417,413,1835)
article-credit: By Telegraph—Press Association—Copyright. xyxy=(705,957,820,974)
article-paragraph: Mr Chamberlain later was received in an audience by the King at Buckingham Palace. xyxy=(153,254,278,280)
article-paragraph: It is officially announced that their Majesties the King and Queen will visit Brussels from October 24 to 27. xyxy=(288,1382,413,1407)
article-paragraph: Two famous painters are now engaged in painting the outer-London district. Income tax demands being delivered at the double is an awful thought. xyxy=(288,1756,413,1790)
article-subheading: REMARKABLE EXPANSION. xyxy=(708,599,816,627)
article-paragraph: The meeting further suggested that the deputation should also request that the Prime Minister hold a round-table conference at which all parties affected could be represented and the whole question discussed before any further action was taken by the Government. xyxy=(835,1355,961,1414)
article-dateline: (Received This Day, 9.25 a.m.) LONDON, July 4. xyxy=(581,1008,690,1025)
article-subheading: DISCUSSION IN MOSCOW. xyxy=(567,496,682,524)
article-subheading: ATTACK ON GRAND MUFTI xyxy=(572,97,676,122)
article-credit: By Telegraph—Press Association—Copyright. xyxy=(566,1814,682,1831)
masthead xyxy=(14,14,1100,43)
article-subheading: GILT-EDGED STOCKS GAIN POINT. xyxy=(569,979,679,1004)
article-paragraph: The growers thereupon passed the following motion:— xyxy=(835,1123,961,1141)
article xyxy=(154,47,278,396)
article-paragraph: No need to be a nuisance now, xyxy=(841,1602,928,1611)
article-paragraph: Exchanges: New York, 4.68 1-8 dollars; Paris, 176⅞ francs; Batavia, 8.80 florins. xyxy=(835,1529,961,1546)
article-credit: By Telegraph—Press Association—Copyright. xyxy=(158,1811,273,1828)
article-headline: STRENGTH OF CORPS. xyxy=(174,1381,258,1407)
article-subheading: PAYING VISIT TO BELGIUM IN OCTOBER. xyxy=(306,1303,395,1342)
article-dateline: ZURICH, July 4. xyxy=(355,542,413,551)
article-credit: By Telegraph—Press Association—Copyright. xyxy=(566,559,682,576)
article-credit: (British Official Wireless.) xyxy=(173,1411,259,1420)
article-subheading: NEEDS OF ARMAMENTS WORKS & AGRICULTURE. xyxy=(708,914,816,954)
article-paragraph: The Berlin "Boersenzeitung" says: "The British tactics are designed to make our knees knock and shake at the known unity between the leadership and the people and to demonstrate England's absolute, certain and utterly undoubted readiness for war." xyxy=(153,671,278,722)
